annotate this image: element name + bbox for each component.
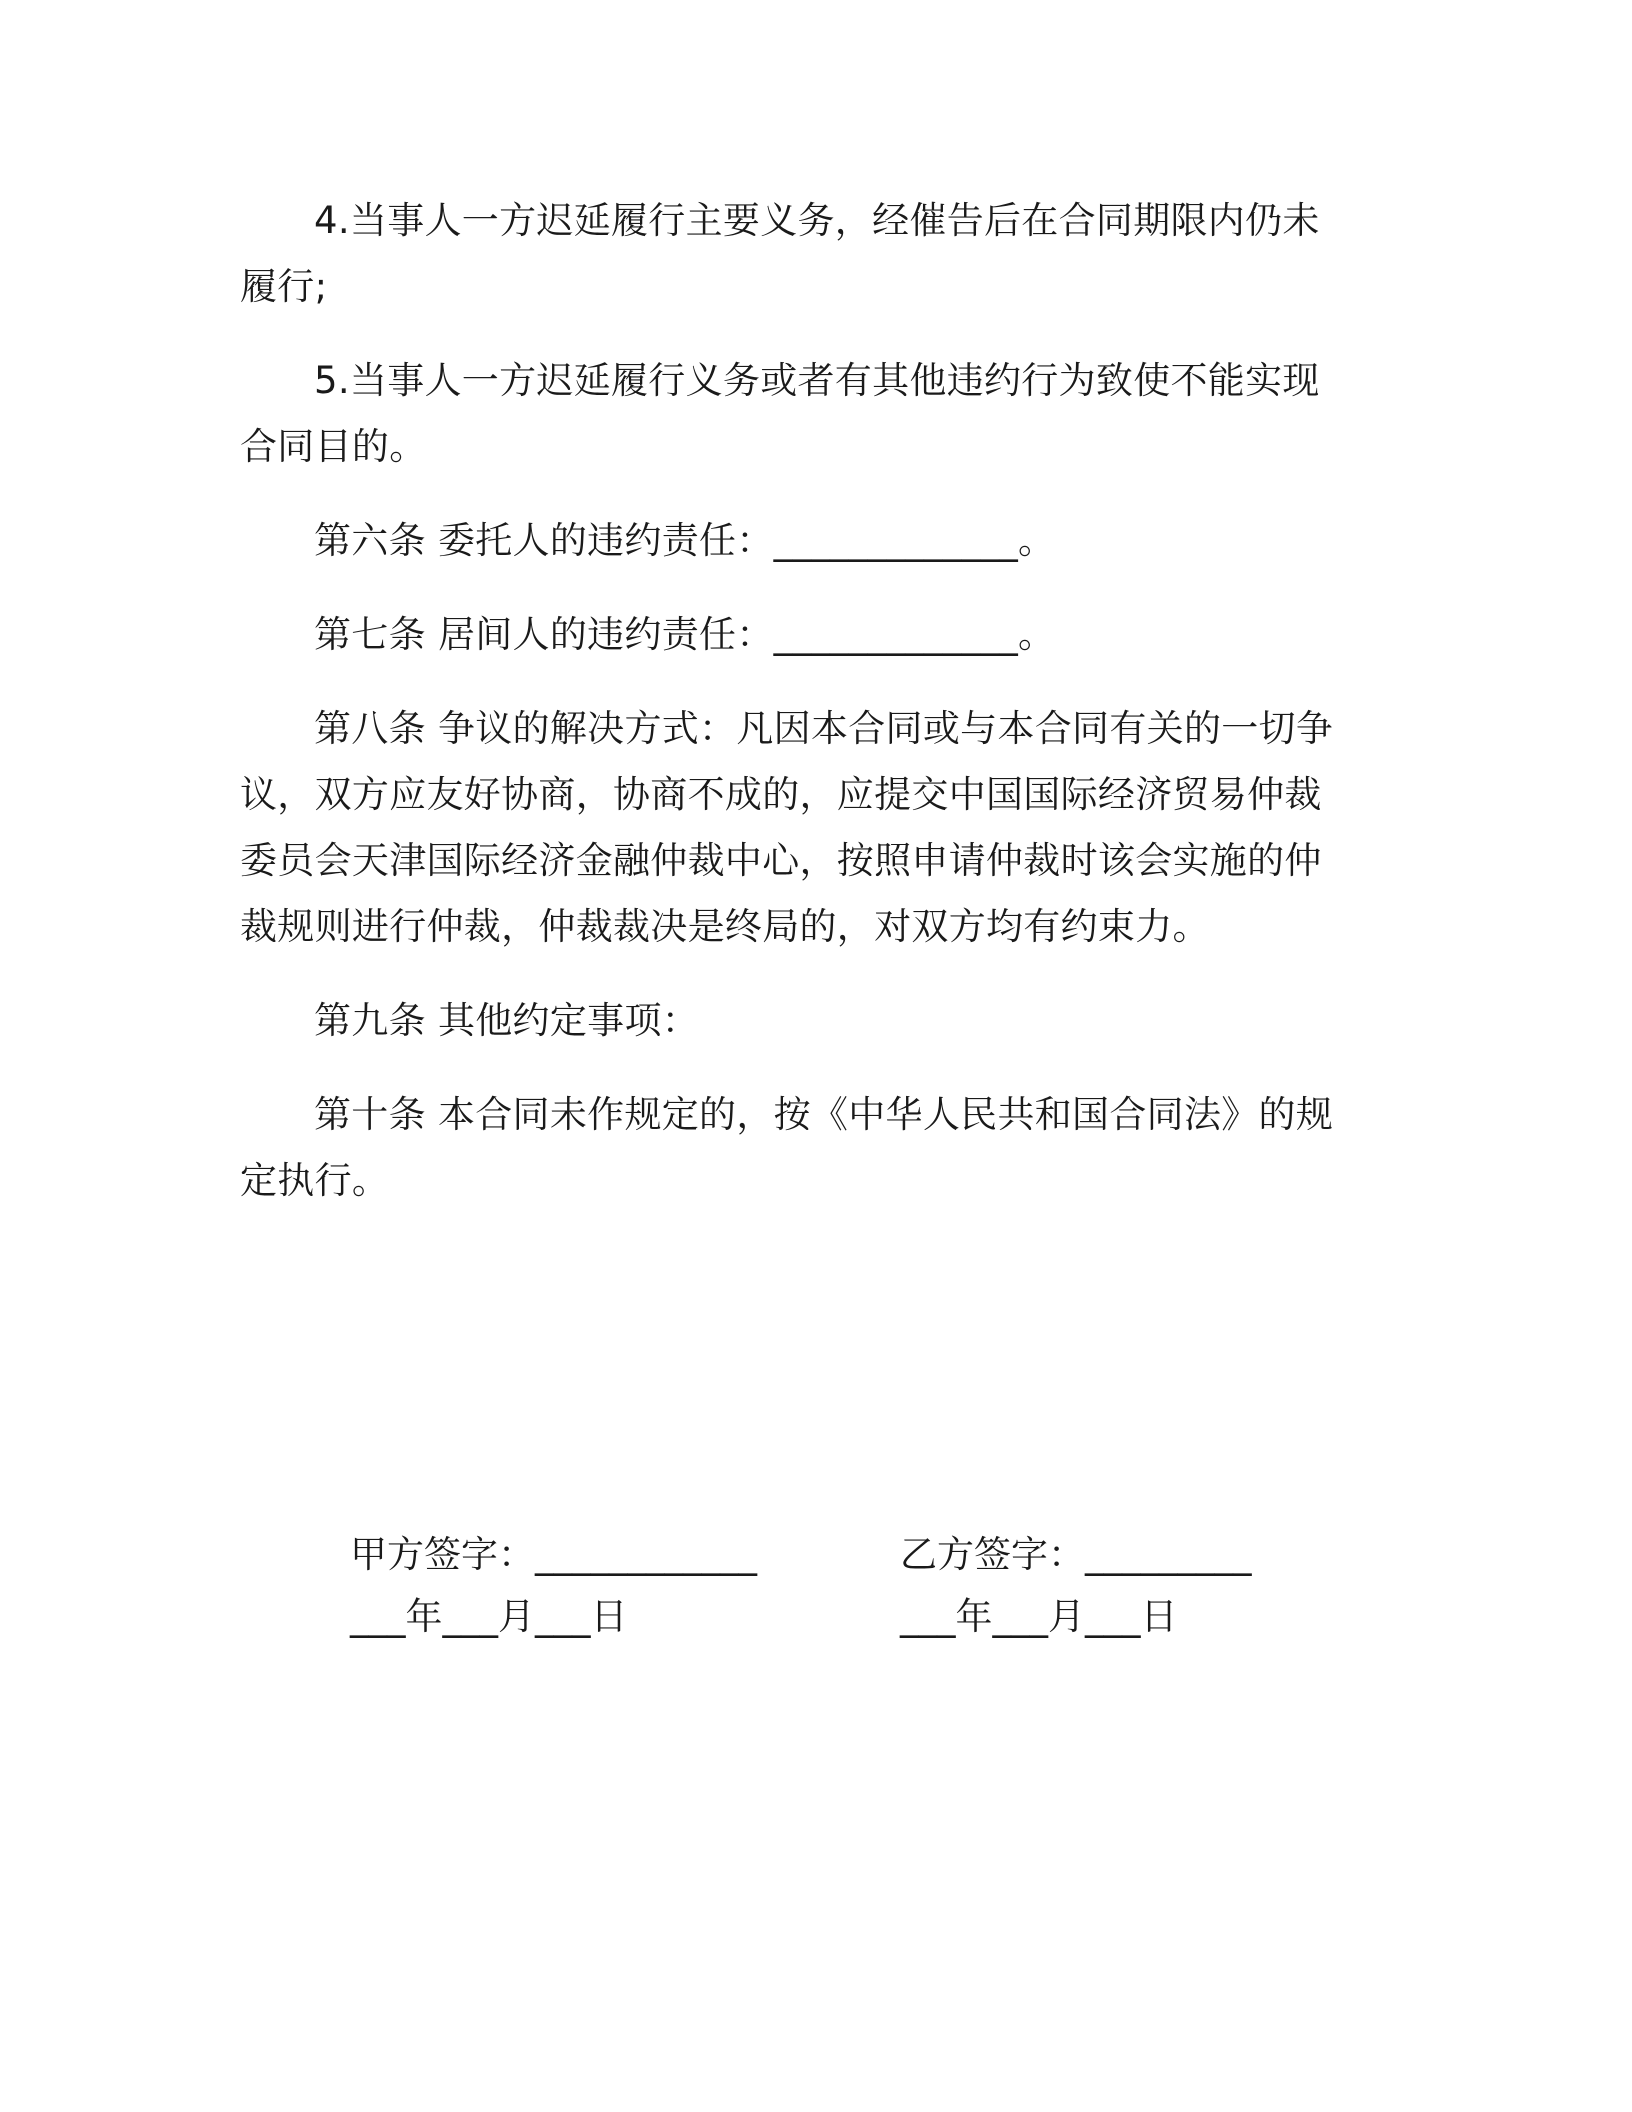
article-8-dispute-resolution: 第八条 争议的解决方式：凡因本合同或与本合同有关的一切争议，双方应友好协商，协商不成的，应提交中国国际经济贸易仲裁委员会天津国际经济金融仲裁中心，按照申请仲裁时该会实施的仲裁规则进行仲裁，仲裁裁决是终局的，对双方均有约束力。	[240, 707, 1334, 948]
article-7-broker-liability: 第七条 居间人的违约责任：_____________。	[314, 613, 1056, 656]
article-6-client-liability: 第六条 委托人的违约责任：_____________。	[314, 519, 1056, 562]
party-b-signature-line: 乙方签字：_________	[900, 1533, 1252, 1576]
party-b-signature-block	[900, 1524, 1252, 1648]
party-b-date-line: ___年___月___日	[900, 1595, 1178, 1638]
party-a-date-line: ___年___月___日	[350, 1595, 628, 1638]
contract-body	[240, 188, 1356, 1242]
clause-item-5: 5.当事人一方迟延履行义务或者有其他违约行为致使不能实现合同目的。	[240, 359, 1320, 468]
article-10-governing-law: 第十条 本合同未作规定的，按《中华人民共和国合同法》的规定执行。	[240, 1093, 1334, 1202]
clause-item-4: 4.当事人一方迟延履行主要义务，经催告后在合同期限内仍未履行;	[240, 199, 1320, 308]
party-a-signature-block	[350, 1524, 757, 1648]
article-9-other-matters: 第九条 其他约定事项：	[314, 999, 700, 1042]
party-a-signature-line: 甲方签字：____________	[350, 1533, 757, 1576]
